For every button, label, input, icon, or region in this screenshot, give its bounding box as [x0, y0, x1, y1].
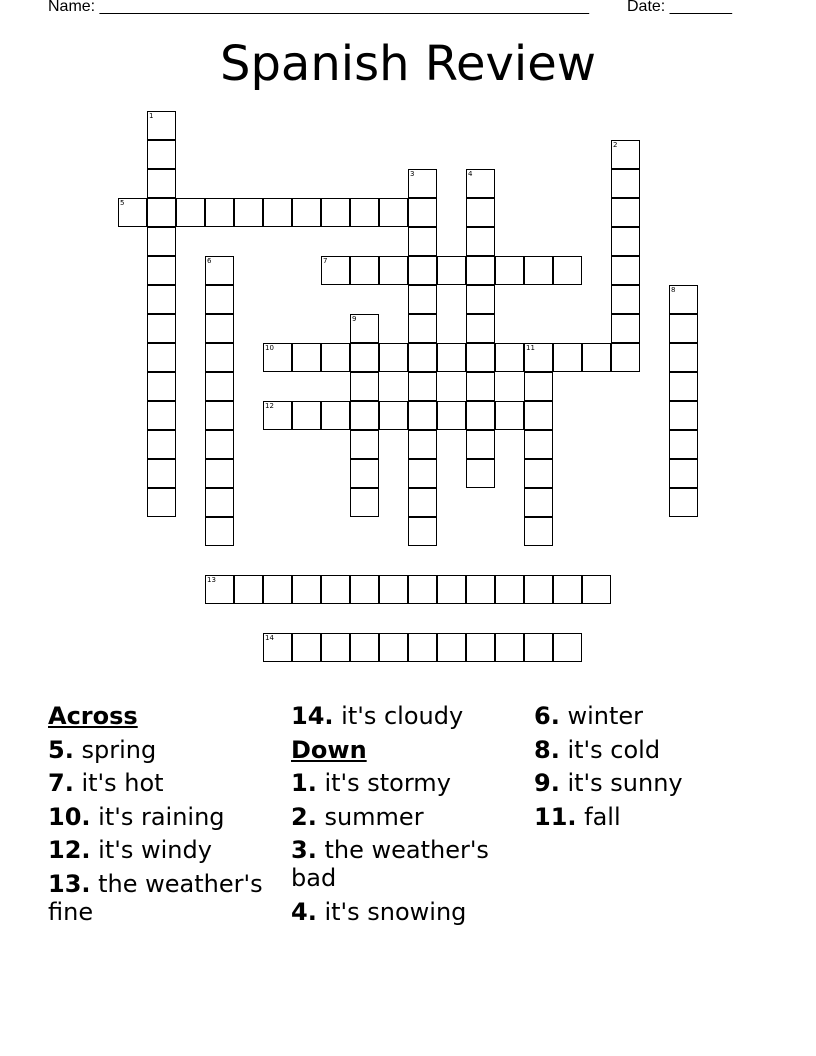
clue-item-number: 7. [48, 769, 74, 797]
clue-number-label: 12 [265, 402, 274, 410]
clue-item [291, 769, 527, 797]
grid-cell[interactable] [321, 575, 350, 604]
grid-cell[interactable] [234, 198, 263, 227]
clue-item-text: spring [73, 735, 157, 764]
grid-cell[interactable] [350, 372, 379, 401]
grid-cell[interactable] [466, 256, 495, 285]
grid-cell[interactable] [350, 401, 379, 430]
grid-cell[interactable] [147, 140, 176, 169]
grid-cell[interactable] [379, 256, 408, 285]
grid-cell[interactable] [321, 198, 350, 227]
grid-cell[interactable] [582, 575, 611, 604]
clue-number-label: 1 [149, 112, 154, 120]
grid-cell[interactable] [292, 401, 321, 430]
clue-number-label: 14 [265, 634, 274, 642]
clue-item [291, 898, 527, 926]
grid-cell[interactable] [408, 633, 437, 662]
grid-cell[interactable] [437, 575, 466, 604]
grid-cell[interactable] [292, 343, 321, 372]
clue-item-number: 9. [534, 769, 560, 797]
grid-cell[interactable] [466, 633, 495, 662]
date-field-line[interactable]: Date: _______ [627, 0, 732, 15]
grid-cell[interactable] [205, 256, 234, 285]
clue-item-text: it's windy [90, 836, 212, 864]
grid-cell[interactable] [669, 372, 698, 401]
grid-cell[interactable] [437, 343, 466, 372]
grid-cell[interactable] [611, 198, 640, 227]
grid-cell[interactable] [408, 314, 437, 343]
clue-item [48, 736, 284, 764]
grid-cell[interactable] [350, 430, 379, 459]
clue-item-text: the weather's fine [48, 869, 263, 926]
grid-cell[interactable] [176, 198, 205, 227]
grid-cell[interactable] [147, 256, 176, 285]
grid-cell[interactable] [205, 198, 234, 227]
grid-cell[interactable] [321, 256, 350, 285]
grid-cell[interactable] [147, 198, 176, 227]
grid-cell[interactable] [466, 459, 495, 488]
grid-cell[interactable] [147, 314, 176, 343]
clues-column-1 [48, 702, 284, 931]
page-title: Spanish Review [219, 36, 597, 92]
grid-cell[interactable] [408, 372, 437, 401]
grid-cell[interactable] [205, 575, 234, 604]
grid-cell[interactable] [292, 198, 321, 227]
clue-number-label: 11 [526, 344, 535, 352]
grid-cell[interactable] [205, 488, 234, 517]
grid-cell[interactable] [466, 314, 495, 343]
clue-number-label: 4 [468, 170, 473, 178]
grid-cell[interactable] [495, 633, 524, 662]
clues-column-2 [291, 702, 527, 931]
clue-number-label: 3 [410, 170, 415, 178]
grid-cell[interactable] [205, 430, 234, 459]
clue-item-text: it's cloudy [333, 702, 464, 730]
clues-column-3 [534, 702, 770, 836]
grid-cell[interactable] [669, 488, 698, 517]
grid-cell[interactable] [350, 256, 379, 285]
clue-number-label: 13 [207, 576, 216, 584]
grid-cell[interactable] [408, 169, 437, 198]
clue-item [48, 769, 284, 797]
clue-item [534, 803, 770, 831]
grid-cell[interactable] [553, 256, 582, 285]
grid-cell[interactable] [350, 575, 379, 604]
clue-item-number: 13. [48, 869, 91, 898]
grid-cell[interactable] [147, 111, 176, 140]
clue-item-number: 2. [291, 802, 317, 831]
grid-cell[interactable] [524, 575, 553, 604]
grid-cell[interactable] [379, 633, 408, 662]
clue-item-number: 8. [534, 735, 560, 764]
grid-cell[interactable] [205, 401, 234, 430]
grid-cell[interactable] [147, 343, 176, 372]
grid-cell[interactable] [611, 256, 640, 285]
clue-item-number: 12. [48, 836, 91, 864]
grid-cell[interactable] [466, 169, 495, 198]
grid-cell[interactable] [408, 575, 437, 604]
grid-cell[interactable] [611, 169, 640, 198]
grid-cell[interactable] [263, 401, 292, 430]
clue-item-number: 11. [534, 802, 577, 831]
clue-item [48, 836, 284, 864]
grid-cell[interactable] [263, 343, 292, 372]
grid-cell[interactable] [147, 488, 176, 517]
grid-cell[interactable] [582, 343, 611, 372]
grid-cell[interactable] [263, 633, 292, 662]
grid-cell[interactable] [524, 633, 553, 662]
grid-cell[interactable] [408, 430, 437, 459]
grid-cell[interactable] [524, 459, 553, 488]
grid-cell[interactable] [350, 488, 379, 517]
grid-cell[interactable] [263, 198, 292, 227]
grid-cell[interactable] [437, 401, 466, 430]
clue-item [534, 769, 770, 797]
grid-cell[interactable] [292, 633, 321, 662]
grid-cell[interactable] [408, 517, 437, 546]
clue-number-label: 8 [671, 286, 676, 294]
grid-cell[interactable] [350, 459, 379, 488]
grid-cell[interactable] [466, 198, 495, 227]
grid-cell[interactable] [408, 285, 437, 314]
clue-number-label: 5 [120, 199, 125, 207]
grid-cell[interactable] [524, 401, 553, 430]
clue-number-label: 2 [613, 141, 618, 149]
grid-cell[interactable] [524, 256, 553, 285]
grid-cell[interactable] [147, 285, 176, 314]
clue-item [534, 736, 770, 764]
grid-cell[interactable] [669, 401, 698, 430]
grid-cell[interactable] [292, 575, 321, 604]
clue-number-label: 9 [352, 315, 357, 323]
clue-item-number: 1. [291, 769, 317, 797]
grid-cell[interactable] [466, 285, 495, 314]
grid-cell[interactable] [466, 372, 495, 401]
grid-cell[interactable] [379, 198, 408, 227]
grid-cell[interactable] [669, 459, 698, 488]
clue-item-text: fall [576, 802, 621, 831]
grid-cell[interactable] [234, 575, 263, 604]
grid-cell[interactable] [611, 285, 640, 314]
grid-cell[interactable] [147, 169, 176, 198]
grid-cell[interactable] [524, 488, 553, 517]
clue-item-text: it's hot [73, 769, 164, 797]
grid-cell[interactable] [147, 430, 176, 459]
grid-cell[interactable] [147, 459, 176, 488]
grid-cell[interactable] [466, 227, 495, 256]
grid-cell[interactable] [408, 198, 437, 227]
grid-cell[interactable] [205, 372, 234, 401]
grid-cell[interactable] [437, 633, 466, 662]
clue-item [534, 702, 770, 730]
grid-cell[interactable] [147, 372, 176, 401]
grid-cell[interactable] [350, 198, 379, 227]
clue-item-text: summer [316, 802, 424, 831]
clue-item-text: it's raining [90, 802, 225, 831]
clue-item [291, 836, 527, 892]
grid-cell[interactable] [321, 343, 350, 372]
grid-cell[interactable] [669, 343, 698, 372]
clue-number-label: 6 [207, 257, 212, 265]
grid-cell[interactable] [553, 575, 582, 604]
grid-cell[interactable] [147, 401, 176, 430]
clue-item-text: it's snowing [316, 897, 467, 926]
clue-item-number: 14. [291, 702, 334, 730]
grid-cell[interactable] [466, 401, 495, 430]
grid-cell[interactable] [669, 430, 698, 459]
clue-item [291, 803, 527, 831]
grid-cell[interactable] [611, 140, 640, 169]
clue-item-number: 4. [291, 897, 317, 926]
grid-cell[interactable] [379, 343, 408, 372]
grid-cell[interactable] [205, 314, 234, 343]
grid-cell[interactable] [205, 459, 234, 488]
clue-item-number: 10. [48, 802, 91, 831]
clue-item-text: it's sunny [559, 769, 683, 797]
grid-cell[interactable] [408, 343, 437, 372]
clue-item [48, 803, 284, 831]
grid-cell[interactable] [321, 401, 350, 430]
grid-cell[interactable] [350, 633, 379, 662]
grid-cell[interactable] [350, 343, 379, 372]
grid-cell[interactable] [524, 517, 553, 546]
name-field-line[interactable]: Name: _______________________________________________________ [48, 0, 589, 15]
grid-cell[interactable] [321, 633, 350, 662]
clue-section-heading: Down [291, 735, 367, 764]
grid-cell[interactable] [205, 343, 234, 372]
grid-cell[interactable] [408, 256, 437, 285]
clue-item-number: 5. [48, 735, 74, 764]
grid-cell[interactable] [466, 430, 495, 459]
grid-cell[interactable] [437, 256, 466, 285]
clue-item-text: winter [559, 702, 644, 730]
grid-cell[interactable] [495, 401, 524, 430]
grid-cell[interactable] [495, 343, 524, 372]
clue-section-heading: Across [48, 702, 138, 730]
grid-cell[interactable] [263, 575, 292, 604]
grid-cell[interactable] [553, 343, 582, 372]
grid-cell[interactable] [350, 314, 379, 343]
grid-cell[interactable] [524, 372, 553, 401]
grid-cell[interactable] [466, 575, 495, 604]
grid-cell[interactable] [408, 488, 437, 517]
grid-cell[interactable] [147, 227, 176, 256]
grid-cell[interactable] [466, 343, 495, 372]
clue-item-text: it's cold [559, 735, 661, 764]
clue-item-text: the weather's bad [291, 836, 489, 892]
grid-cell[interactable] [205, 285, 234, 314]
clue-item-number: 6. [534, 702, 560, 730]
grid-cell[interactable] [408, 459, 437, 488]
grid-cell[interactable] [553, 633, 582, 662]
grid-cell[interactable] [611, 343, 640, 372]
clue-item-number: 3. [291, 836, 317, 864]
grid-cell[interactable] [524, 430, 553, 459]
grid-cell[interactable] [611, 227, 640, 256]
grid-cell[interactable] [379, 401, 408, 430]
grid-cell[interactable] [408, 401, 437, 430]
grid-cell[interactable] [379, 575, 408, 604]
grid-cell[interactable] [495, 256, 524, 285]
clue-number-label: 10 [265, 344, 274, 352]
clue-item-text: it's stormy [316, 769, 451, 797]
grid-cell[interactable] [669, 285, 698, 314]
grid-cell[interactable] [611, 314, 640, 343]
grid-cell[interactable] [118, 198, 147, 227]
grid-cell[interactable] [408, 227, 437, 256]
grid-cell[interactable] [495, 575, 524, 604]
clue-number-label: 7 [323, 257, 328, 265]
clue-item [291, 702, 527, 730]
clue-item [48, 870, 284, 926]
grid-cell[interactable] [524, 343, 553, 372]
grid-cell[interactable] [669, 314, 698, 343]
grid-cell[interactable] [205, 517, 234, 546]
